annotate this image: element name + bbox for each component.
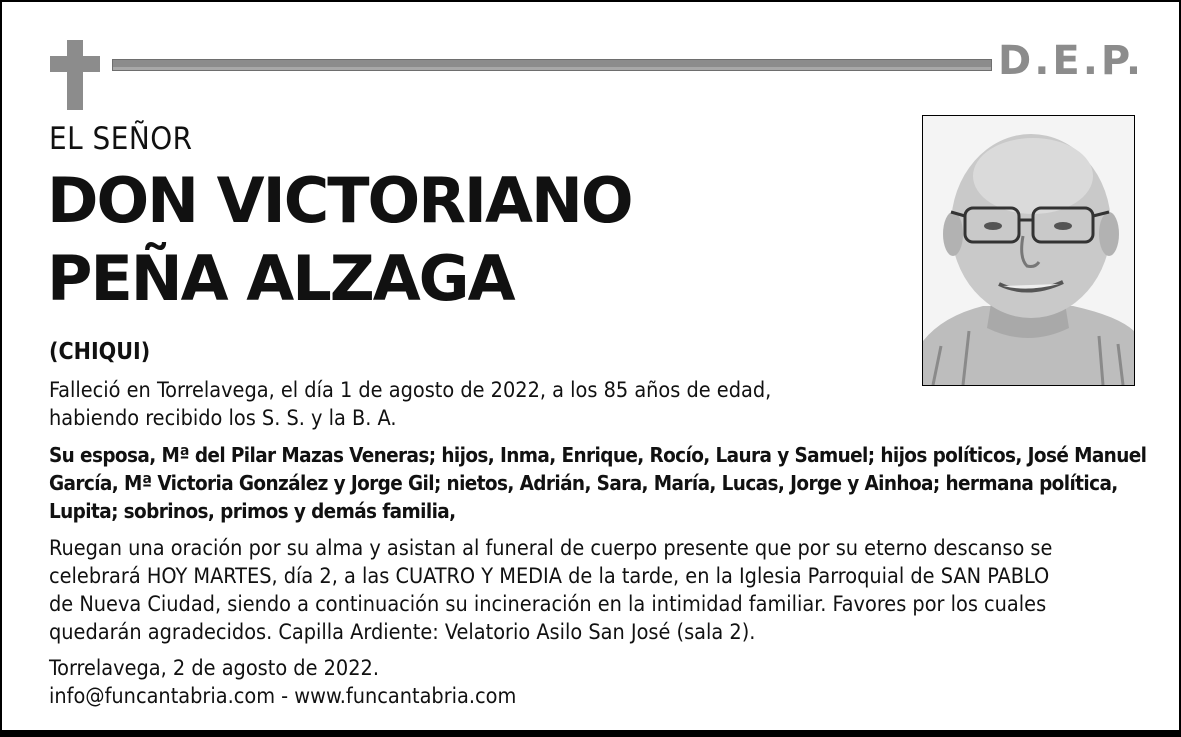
title-prefix: EL SEÑOR <box>49 121 193 157</box>
text-line: Lupita; sobrinos, primos y demás familia, <box>49 499 456 523</box>
header-rule <box>112 59 992 71</box>
footer-paragraph <box>49 655 849 711</box>
text-line: habiendo recibido los S. S. y la B. A. <box>49 406 397 431</box>
cross-icon <box>50 40 100 110</box>
text-line: de Nueva Ciudad, siendo a continuación su incineración en la intimidad familiar. Favores por los cuales <box>49 592 1047 617</box>
nickname: (CHIQUI) <box>49 339 151 365</box>
text-line: quedarán agradecidos. Capilla Ardiente: Velatorio Asilo San José (sala 2). <box>49 620 756 645</box>
date-line: Torrelavega, 2 de agosto de 2022. <box>49 656 379 681</box>
text-line: Ruegan una oración por su alma y asistan al funeral de cuerpo presente que por su eterno descanso se <box>49 536 1053 561</box>
contact-line: info@funcantabria.com - www.funcantabria.com <box>49 684 517 709</box>
name-line: DON VICTORIANO <box>47 164 632 237</box>
death-paragraph <box>49 377 849 433</box>
funeral-paragraph <box>49 535 1129 647</box>
text-line: Falleció en Torrelavega, el día 1 de agosto de 2022, a los 85 años de edad, <box>49 378 772 403</box>
portrait-photo <box>922 115 1135 386</box>
text-line: Su esposa, Mª del Pilar Mazas Veneras; hijos, Inma, Enrique, Rocío, Laura y Samuel; hijos políticos, José Manuel <box>49 443 1147 467</box>
deceased-name <box>47 162 632 318</box>
name-line: PEÑA ALZAGA <box>47 242 514 315</box>
dep-label: D.E.P. <box>998 38 1145 84</box>
text-line: García, Mª Victoria González y Jorge Gil; nietos, Adrián, Sara, María, Lucas, Jorge y Ainhoa; hermana política, <box>49 471 1118 495</box>
text-line: celebrará HOY MARTES, día 2, a las CUATRO Y MEDIA de la tarde, en la Iglesia Parroquial de SAN PABLO <box>49 564 1050 589</box>
family-paragraph <box>49 441 1149 525</box>
